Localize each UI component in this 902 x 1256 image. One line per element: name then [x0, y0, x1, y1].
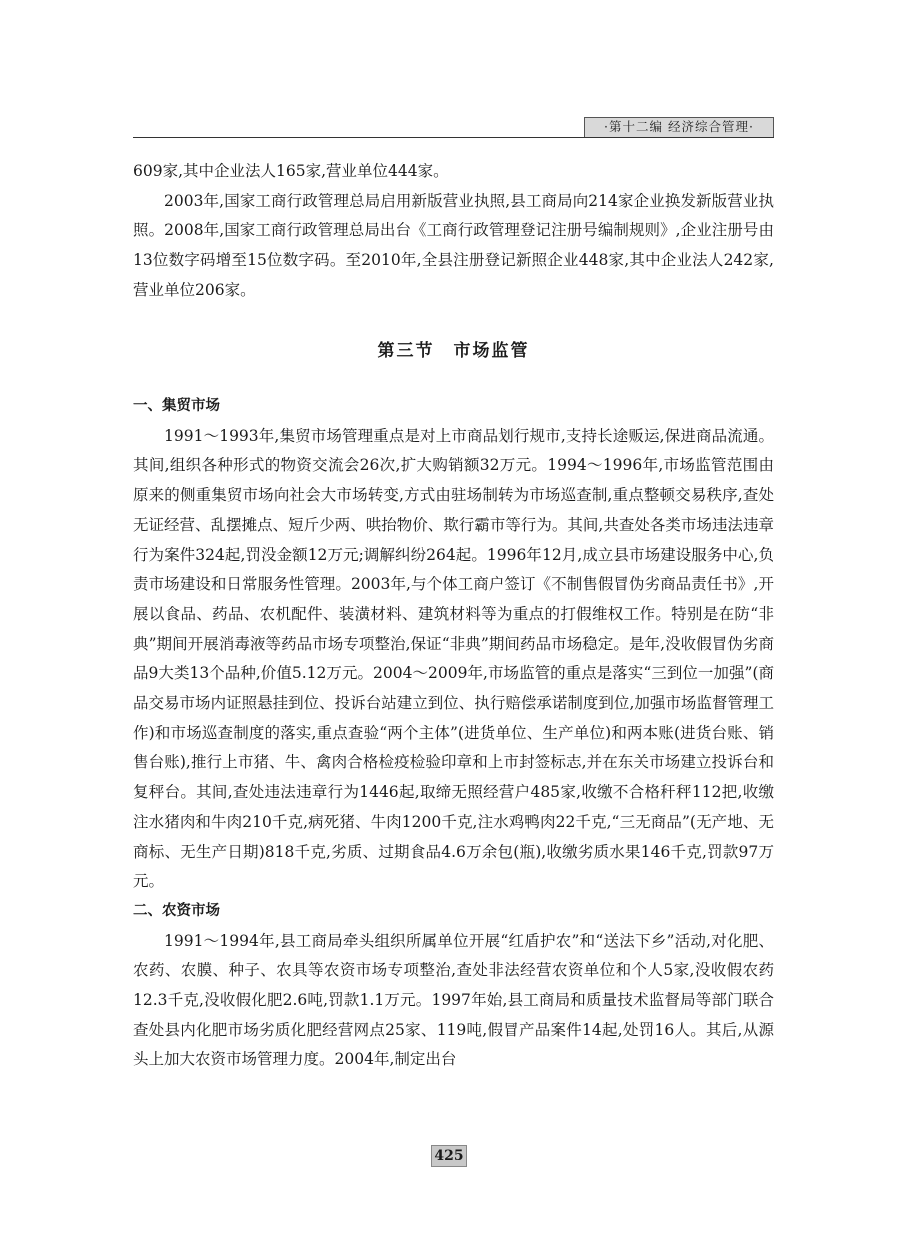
subsection-heading-market: 一、集贸市场	[133, 398, 220, 414]
paragraph-agri: 1991～1994年,县工商局牵头组织所属单位开展“红盾护农”和“送法下乡”活动,对化肥、农药、农膜、种子、农具等农资市场专项整治,查处非法经营农资单位和个人5家,没收假农药12.3千克,没收假化肥2.6吨,罚款1.1万元。1997年始,县工商局和质量技术监督局等部门联合查处县内化肥市场劣质化肥经营网点25家、119吨,假冒产品案件14起,处罚16人。其后,从源头上加大农资市场管理力度。2004年,制定出台	[133, 931, 774, 1069]
main-text-block	[133, 392, 774, 1075]
subsection-heading-agri: 二、农资市场	[133, 902, 220, 919]
top-text-block	[133, 157, 774, 306]
chapter-header-label: ·第十二编 经济综合管理·	[584, 117, 774, 137]
paragraph-license: 2003年,国家工商行政管理总局启用新版营业执照,县工商局向214家企业换发新版营业执照。2008年,国家工商行政管理总局出台《工商行政管理登记注册号编制规则》,企业注册号由13位数字码增至15位数字码。至2010年,全县注册登记新照企业448家,其中企业法人242家,营业单位206家。	[133, 191, 774, 299]
paragraph-continuation: 609家,其中企业法人165家,营业单位444家。	[133, 162, 449, 180]
header-divider	[133, 137, 774, 138]
page-number: 425	[431, 1145, 467, 1167]
paragraph-market: 1991～1993年,集贸市场管理重点是对上市商品划行规市,支持长途贩运,保进商品流通。其间,组织各种形式的物资交流会26次,扩大购销额32万元。1994～1996年,市场监管范围由原来的侧重集贸市场向社会大市场转变,方式由驻场制转为市场巡查制,重点整顿交易秩序,查处无证经营、乱摆摊点、短斤少两、哄抬物价、欺行霸市等行为。其间,共查处各类市场违法违章行为案件324起,罚没金额12万元;调解纠纷264起。1996年12月,成立县市场建设服务中心,负责市场建设和日常服务性管理。2003年,与个体工商户签订《不制售假冒伪劣商品责任书》,开展以食品、药品、农机配件、装潢材料、建筑材料等为重点的打假维权工作。特别是在防“非典”期间开展消毒液等药品市场专项整治,保证“非典”期间药品市场稳定。是年,没收假冒伪劣商品9大类13个品种,价值5.12万元。2004～2009年,市场监管的重点是落实“三到位一加强”(商品交易市场内证照悬挂到位、投诉台站建立到位、执行赔偿承诺制度到位,加强市场监督管理工作)和市场巡查制度的落实,重点查验“两个主体”(进货单位、生产单位)和两本账(进货台账、销售台账),推行上市猪、牛、禽肉合格检疫检验印章和上市封签标志,并在东关市场建立投诉台和复秤台。其间,查处违法违章行为1446起,取缔无照经营户485家,收缴不合格秆秤112把,收缴注水猪肉和牛肉210千克,病死猪、牛肉1200千克,注水鸡鸭肉22千克,“三无商品”(无产地、无商标、无生产日期)818千克,劣质、过期食品4.6万余包(瓶),收缴劣质水果146千克,罚款97万元。	[133, 426, 774, 891]
section-title: 第三节 市场监管	[377, 341, 530, 361]
